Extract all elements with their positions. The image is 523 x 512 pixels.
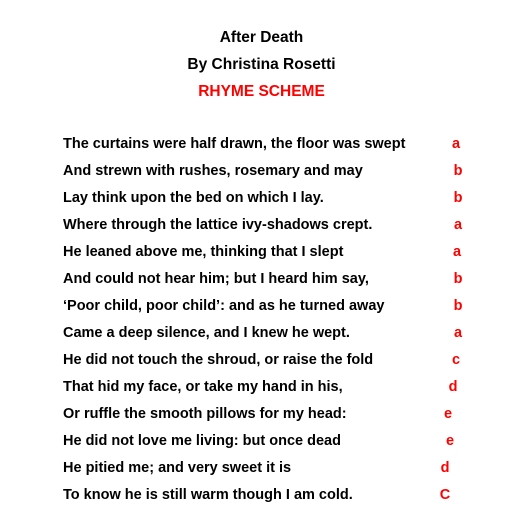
poem-body xyxy=(0,134,523,512)
rhyme-letter: d xyxy=(440,460,450,476)
poem-line-text: To know he is still warm though I am cold. xyxy=(63,487,353,503)
poem-line-text: That hid my face, or take my hand in his, xyxy=(63,379,343,395)
rhyme-letter: b xyxy=(453,163,463,179)
rhyme-letter: e xyxy=(443,406,453,422)
poem-line xyxy=(0,323,523,350)
poem-line xyxy=(0,269,523,296)
rhyme-letter: c xyxy=(451,352,461,368)
rhyme-letter: a xyxy=(451,136,461,152)
poem-line-text: And strewn with rushes, rosemary and may xyxy=(63,163,363,179)
poem-title: After Death xyxy=(219,29,304,46)
rhyme-letter: a xyxy=(453,325,463,341)
poem-line-text: Lay think upon the bed on which I lay. xyxy=(63,190,324,206)
poem-line xyxy=(0,431,523,458)
rhyme-scheme-heading: RHYME SCHEME xyxy=(198,83,325,100)
poem-line-text: He pitied me; and very sweet it is xyxy=(63,460,292,476)
poem-author: By Christina Rosetti xyxy=(187,56,336,73)
poem-line-text: Or ruffle the smooth pillows for my head: xyxy=(63,406,347,422)
rhyme-letter: e xyxy=(445,433,455,449)
poem-line-text: Came a deep silence, and I knew he wept. xyxy=(63,325,350,341)
poem-line xyxy=(0,377,523,404)
poem-line xyxy=(0,296,523,323)
rhyme-letter: d xyxy=(448,379,458,395)
rhyme-letter: a xyxy=(453,217,463,233)
poem-line xyxy=(0,161,523,188)
poem-line-text: He leaned above me, thinking that I slept xyxy=(63,244,344,260)
poem-line-text: ‘Poor child, poor child’: and as he turned away xyxy=(63,298,385,314)
poem-line xyxy=(0,404,523,431)
poem-line xyxy=(0,458,523,485)
poem-line-text: He did not touch the shroud, or raise the fold xyxy=(63,352,374,368)
poem-line xyxy=(0,485,523,512)
poem-line-text: The curtains were half drawn, the floor was swept xyxy=(63,136,406,152)
rhyme-letter: C xyxy=(439,487,451,503)
poem-line-text: He did not love me living: but once dead xyxy=(63,433,341,449)
poem-line xyxy=(0,134,523,161)
poem-line xyxy=(0,242,523,269)
poem-line-text: And could not hear him; but I heard him say, xyxy=(63,271,369,287)
rhyme-letter: b xyxy=(453,298,463,314)
poem-line xyxy=(0,350,523,377)
rhyme-letter: b xyxy=(453,271,463,287)
poem-line xyxy=(0,215,523,242)
poem-line-text: Where through the lattice ivy-shadows crept. xyxy=(63,217,373,233)
poem-line xyxy=(0,188,523,215)
rhyme-letter: b xyxy=(453,190,463,206)
rhyme-letter: a xyxy=(452,244,462,260)
